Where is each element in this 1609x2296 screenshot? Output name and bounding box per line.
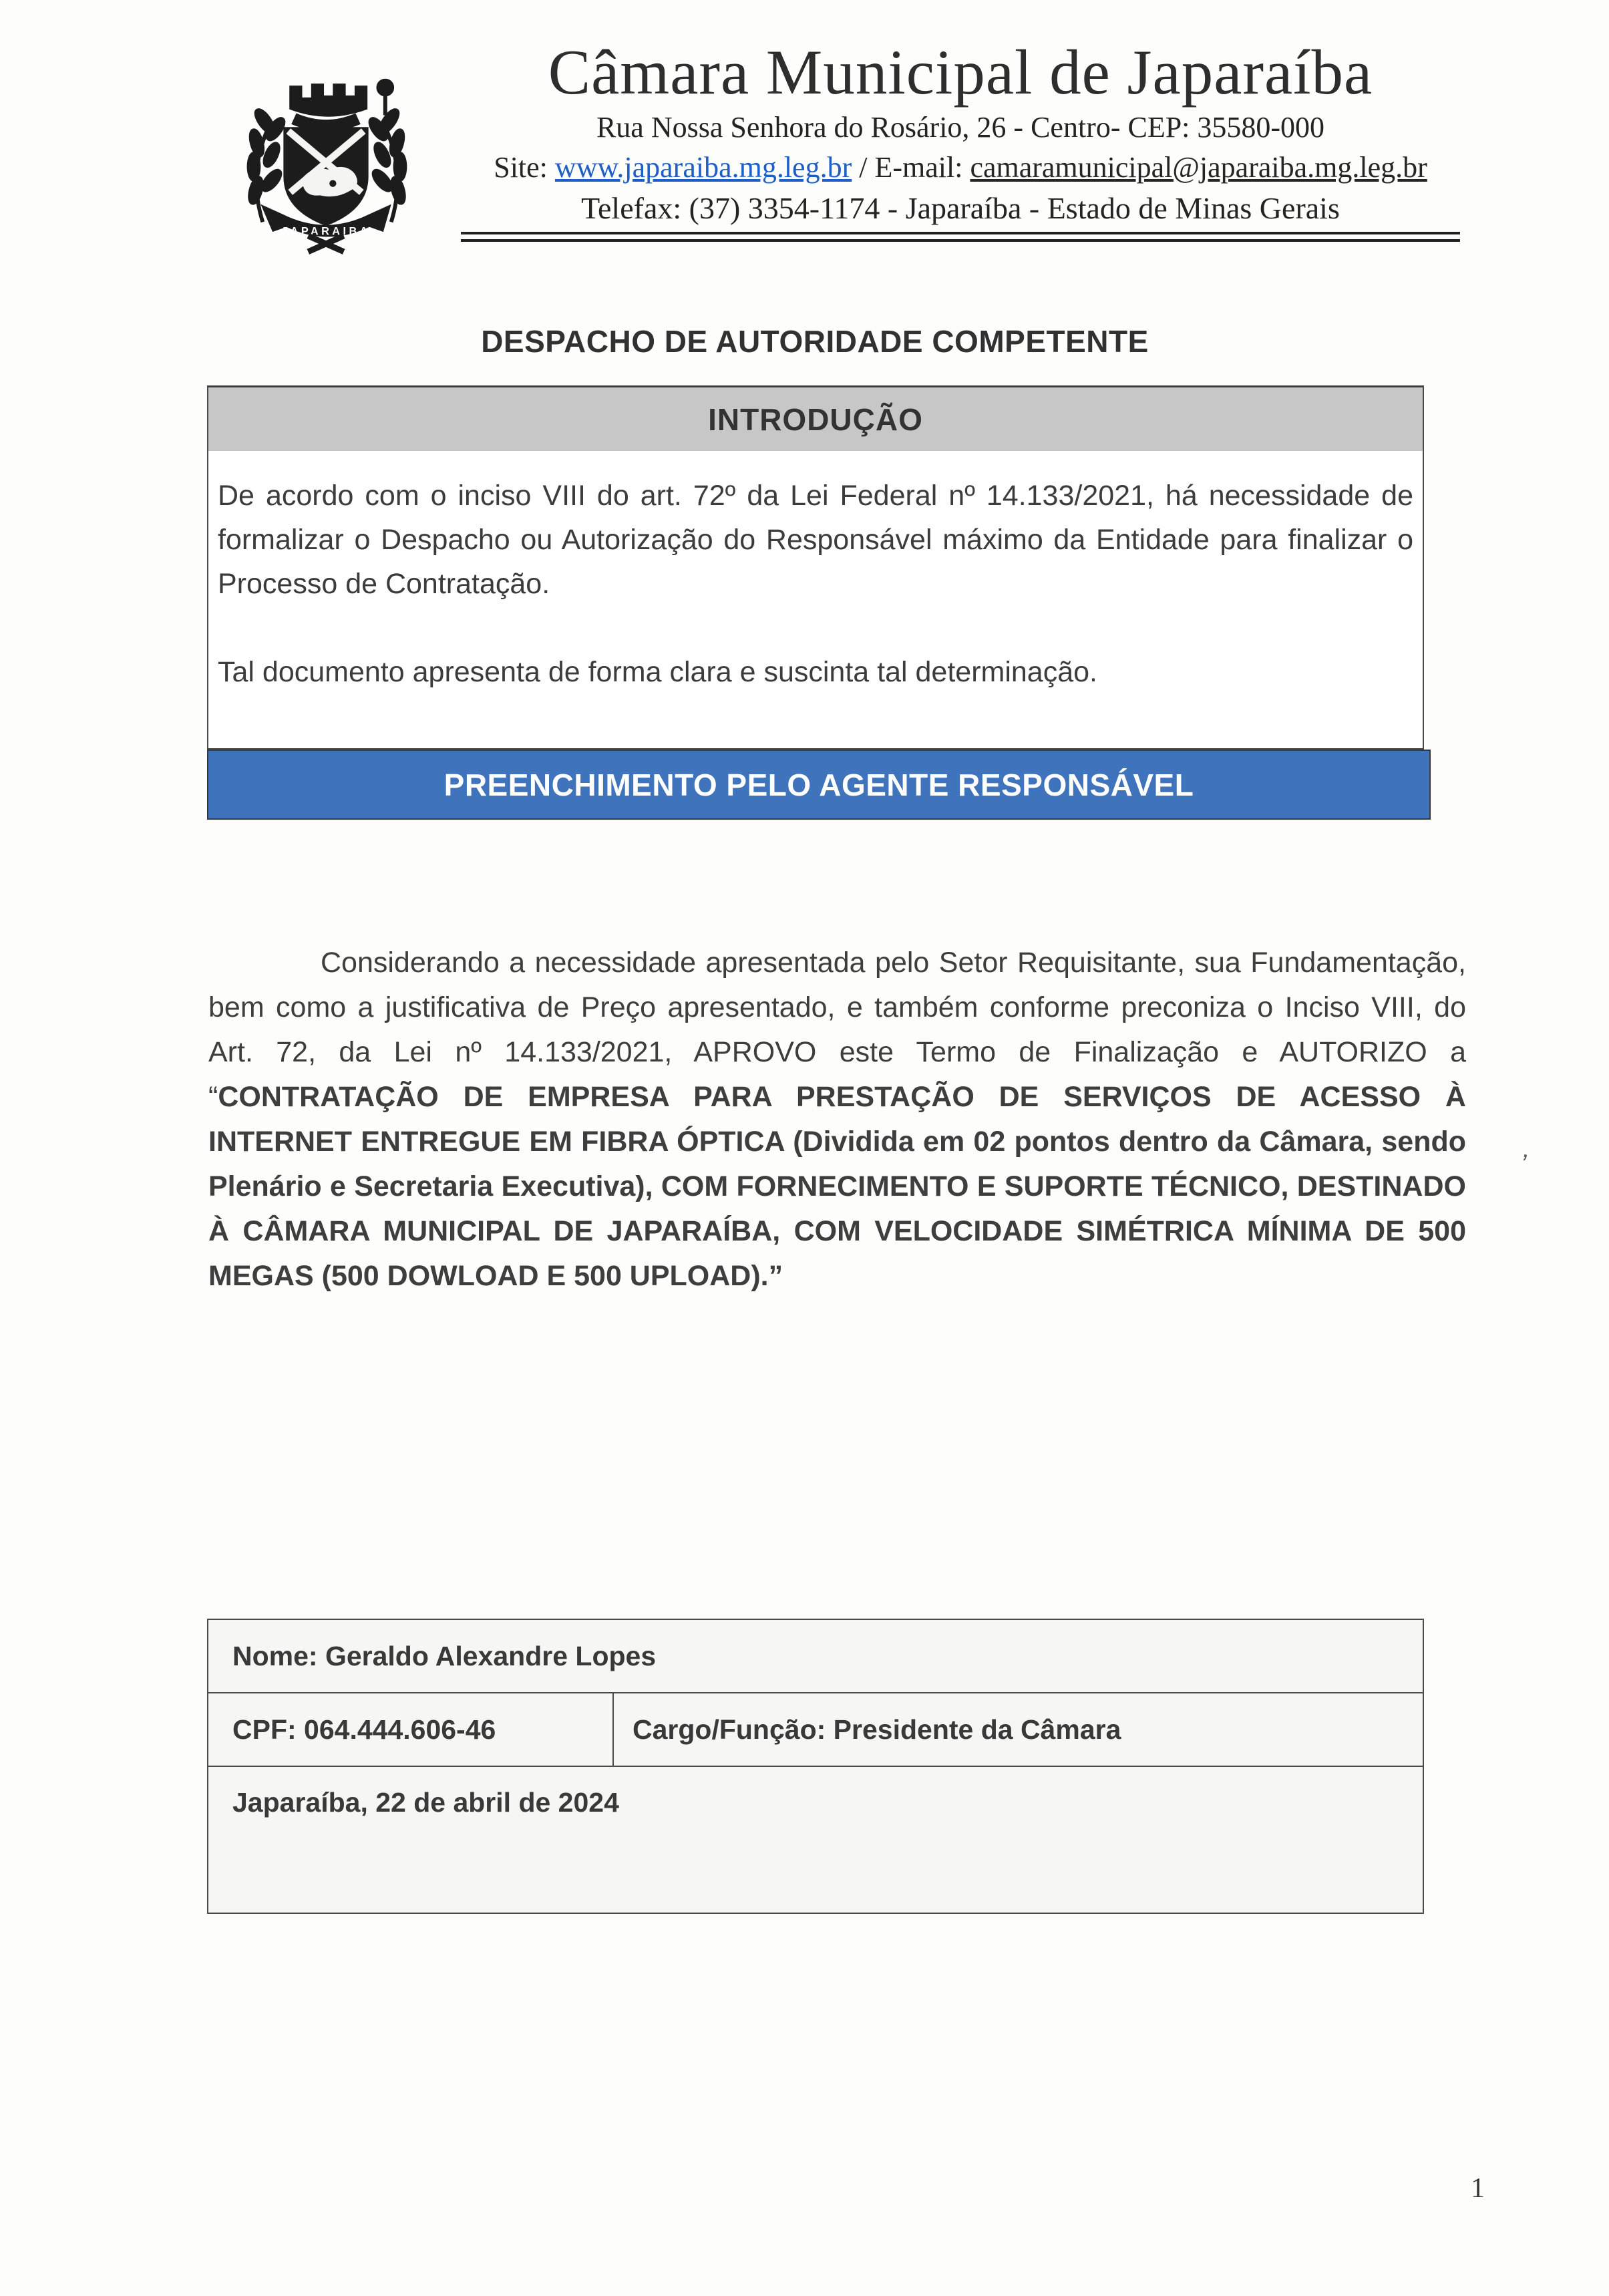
name-field: Nome: Geraldo Alexandre Lopes (232, 1640, 657, 1671)
signature-table (207, 1619, 1424, 1914)
table-row-cpf-role (208, 1693, 1423, 1767)
page-number: 1 (1471, 2173, 1485, 2204)
site-label: Site: (494, 150, 548, 184)
organization-name: Câmara Municipal de Japaraíba (548, 37, 1373, 108)
scan-artifact-mark: ʼ (1516, 1150, 1530, 1180)
coat-of-arms-icon (227, 71, 425, 261)
role-field: Cargo/Função: Presidente da Câmara (633, 1713, 1121, 1745)
section-heading-bar: PREENCHIMENTO PELO AGENTE RESPONSÁVEL (207, 750, 1431, 820)
logo-banner-text: JAPARAIBA (281, 225, 371, 238)
table-row-name (208, 1620, 1423, 1693)
introduction-section (207, 385, 1424, 750)
introduction-heading: INTRODUÇÃO (208, 387, 1423, 451)
cpf-cell (208, 1693, 614, 1766)
email-label: / E-mail: (859, 150, 963, 184)
telefax-line: Telefax: (37) 3354-1174 - Japaraíba - Estado de Minas Gerais (581, 190, 1340, 225)
table-row-date (208, 1767, 1423, 1913)
intro-paragraph-1: De acordo com o inciso VIII do art. 72º da Lei Federal nº 14.133/2021, há necessidade de formalizar o Despacho ou Autorização do Responsável máximo da Entidade para finalizar o Processo de Contratação. (218, 480, 1413, 600)
cpf-field: CPF: 064.444.606-46 (232, 1713, 496, 1745)
contact-line (461, 150, 1460, 184)
document-title: DESPACHO DE AUTORIDADE COMPETENTE (481, 324, 1149, 359)
intro-paragraph-2: Tal documento apresenta de forma clara e suscinta tal determinação. (218, 656, 1098, 688)
website-link[interactable]: www.japaraiba.mg.leg.br (554, 150, 852, 184)
header-divider-rule (461, 232, 1460, 242)
authorization-text-normal: Considerando a necessidade apresentada pelo Setor Requisitante, sua Fundamentação, bem como a justificativa de Preço apresentado, e também conforme preconiza o Inciso VIII, do Art. 72, da Lei nº 14.133/2021, APROVO este Termo de Finalização e AUTORIZO a “ (208, 947, 1466, 1113)
letterhead-text (461, 37, 1460, 226)
address-line: Rua Nossa Senhora do Rosário, 26 - Centro- CEP: 35580-000 (596, 110, 1325, 144)
municipal-coat-of-arms-logo (227, 71, 425, 261)
introduction-body (208, 451, 1423, 694)
email-link[interactable]: camaramunicipal@japaraiba.mg.leg.br (970, 150, 1427, 184)
date-place-field: Japaraíba, 22 de abril de 2024 (232, 1787, 619, 1818)
authorization-text-bold: CONTRATAÇÃO DE EMPRESA PARA PRESTAÇÃO DE SERVIÇOS DE ACESSO À INTERNET ENTREGUE EM FIBRA ÓPTICA (Dividida em 02 pontos dentro da Câmara, sendo Plenário e Secretaria Executiva), COM FORNECIMENTO E SUPORTE TÉCNICO, DESTINADO À CÂMARA MUNICIPAL DE JAPARAÍBA, COM VELOCIDADE SIMÉTRICA MÍNIMA DE 500 MEGAS (500 DOWLOAD E 500 UPLOAD).” (208, 1081, 1466, 1292)
authorization-paragraph (208, 941, 1466, 1299)
role-cell (614, 1693, 1423, 1766)
